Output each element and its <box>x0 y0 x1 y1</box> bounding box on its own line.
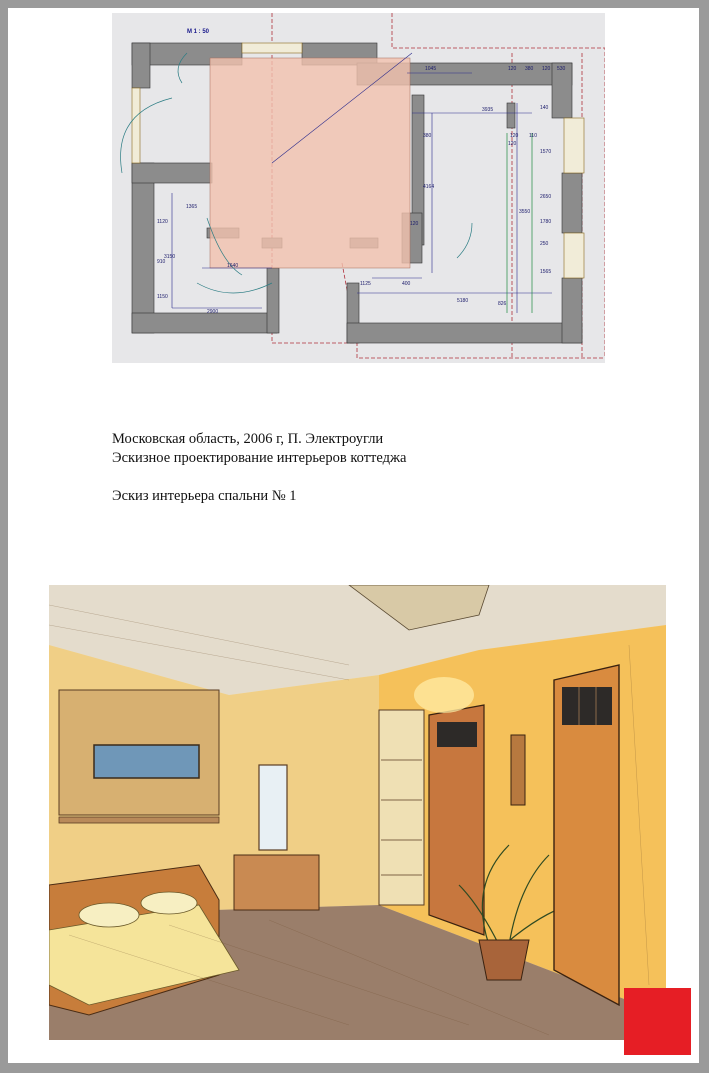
dimension-label: 250 <box>540 241 549 247</box>
dimension-label: 2650 <box>540 194 552 200</box>
dimension-label: 1150 <box>157 294 168 300</box>
dimension-label: 3550 <box>519 209 531 215</box>
dimension-label: 380 <box>423 133 432 139</box>
dimension-label: 4164 <box>423 184 435 190</box>
dimension-label: 1125 <box>360 281 371 287</box>
dimension-label: 1565 <box>540 269 552 275</box>
dimension-label: 530 <box>557 66 566 72</box>
dimension-label: 826 <box>498 301 507 307</box>
dimension-label: 3935 <box>482 107 494 113</box>
dimension-label: 5180 <box>457 298 469 304</box>
dimension-label: 2900 <box>207 309 219 315</box>
dimension-label: 140 <box>540 105 549 111</box>
caption-spacer <box>112 468 632 487</box>
dimension-label: 1570 <box>540 149 552 155</box>
caption-sketch-title: Эскиз интерьера спальни № 1 <box>112 488 297 504</box>
dimension-label: 120 <box>542 66 551 72</box>
dimension-label: 120 <box>508 141 517 147</box>
dimension-label: 400 <box>402 281 411 287</box>
floor-plan-drawing <box>112 13 605 363</box>
dimension-label: 1120 <box>157 219 168 225</box>
page-sheet <box>8 8 699 1063</box>
dimension-label: 1780 <box>540 219 552 225</box>
dimension-label: 120 <box>410 221 419 227</box>
dimension-label: 1365 <box>186 204 198 210</box>
dimension-label: 110 <box>529 133 537 139</box>
bedroom-interior-sketch <box>49 585 666 1040</box>
dimension-label: 3150 <box>164 254 176 260</box>
dimension-label: 910 <box>157 259 166 265</box>
caption-project-line: Эскизное проектирование интерьеров коттеджа <box>112 450 407 466</box>
project-caption <box>112 430 632 506</box>
caption-location-line: Московская область, 2006 г, П. Электроугли <box>112 431 384 447</box>
dimension-label: 120 <box>510 133 519 139</box>
accent-red-square <box>624 988 691 1055</box>
dimension-label: 1045 <box>425 66 437 72</box>
bedroom-sketch <box>49 585 666 1040</box>
floor-plan <box>112 13 605 363</box>
dimension-label: 380 <box>525 66 534 72</box>
dimension-label: 1640 <box>227 263 239 269</box>
plan-scale-label: М 1 : 50 <box>187 29 210 35</box>
dimension-label: 120 <box>508 66 517 72</box>
